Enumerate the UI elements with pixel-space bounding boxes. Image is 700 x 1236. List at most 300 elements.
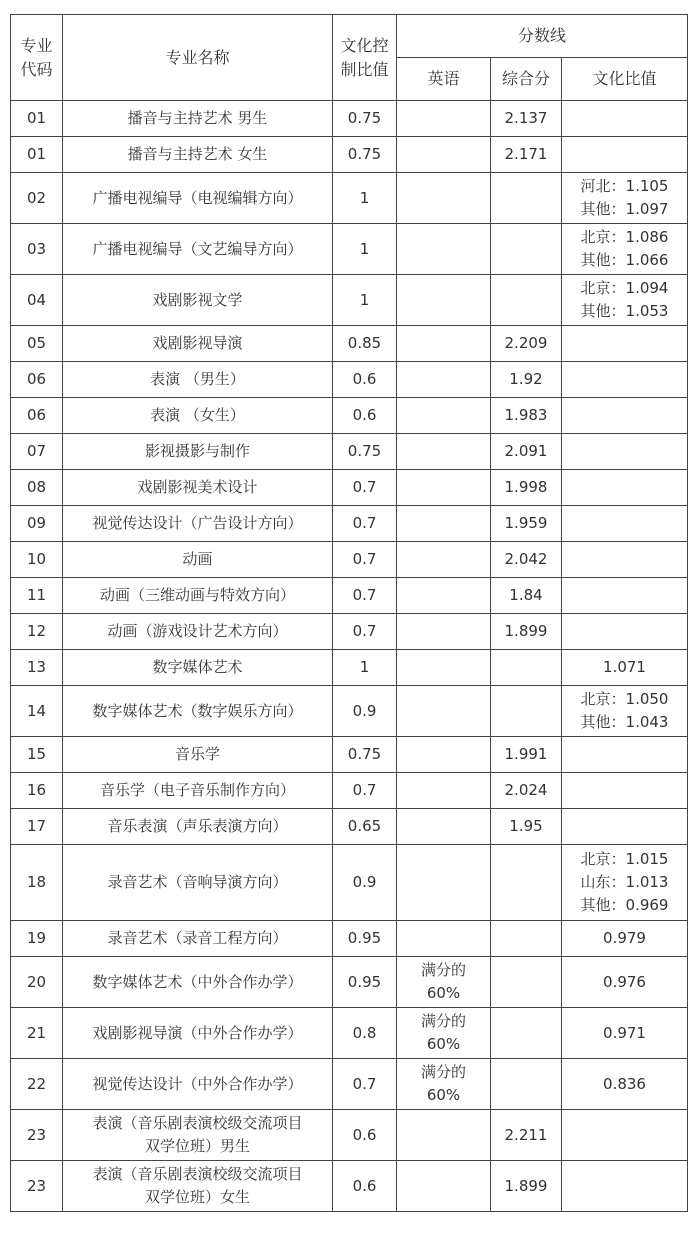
cell-culture-ratio [562,137,688,173]
cell-composite [491,398,562,434]
cell-ratio [333,1059,397,1110]
cell-composite [491,362,562,398]
cell-code-line: 20 [26,972,47,991]
cell-english [397,650,491,686]
cell-name [63,470,333,506]
table-row [11,173,688,224]
cell-english [397,542,491,578]
cell-culture-ratio [562,173,688,224]
cell-code-line: 06 [26,370,47,388]
cell-name [63,506,333,542]
cell-culture-ratio-line: 北京：1.094 [580,279,669,297]
header-code-line-2: 代码 [20,59,53,79]
cell-code [11,326,63,362]
cell-culture-ratio [562,434,688,470]
cell-ratio [333,578,397,614]
cell-composite [491,1110,562,1161]
cell-name-line: 播音与主持艺术 女生 [127,145,268,163]
cell-name [63,1161,333,1212]
cell-name [63,686,333,737]
cell-name-line: 动画（游戏设计艺术方向） [107,622,288,640]
cell-ratio [333,101,397,137]
cell-english [397,362,491,398]
header-score-group: 分数线 [397,15,688,58]
cell-english [397,578,491,614]
table-row [11,542,688,578]
cell-composite [491,542,562,578]
cell-ratio [333,650,397,686]
cell-culture-ratio-line: 其他：1.043 [580,713,669,731]
cell-english-line: 满分的 [420,1012,466,1030]
table-row [11,137,688,173]
cell-name [63,578,333,614]
cell-ratio [333,957,397,1008]
table-row [11,957,688,1008]
cell-ratio-line: 0.75 [347,745,382,763]
cell-composite [491,650,562,686]
cell-code [11,1110,63,1161]
cell-composite [491,1161,562,1212]
cell-composite-line: 1.998 [504,478,548,496]
cell-name [63,1059,333,1110]
cell-ratio [333,362,397,398]
cell-name [63,845,333,921]
cell-ratio-line: 0.7 [352,586,377,604]
cell-ratio [333,1008,397,1059]
cell-name [63,362,333,398]
cell-code [11,398,63,434]
table-row [11,470,688,506]
cell-name [63,542,333,578]
cell-code-line: 01 [26,109,47,127]
cell-ratio [333,275,397,326]
cell-name [63,224,333,275]
cell-english [397,434,491,470]
cell-name [63,398,333,434]
cell-code-line: 16 [26,781,47,799]
table-row [11,614,688,650]
table-row [11,809,688,845]
header-english: 英语 [397,58,491,101]
cell-culture-ratio [562,1059,688,1110]
cell-composite-line: 2.209 [504,334,548,352]
cell-culture-ratio [562,1008,688,1059]
cell-ratio-line: 0.7 [352,550,377,568]
cell-code [11,542,63,578]
cell-code-line: 04 [26,290,47,309]
cell-culture-ratio [562,470,688,506]
cell-ratio-line: 1 [359,239,370,258]
cell-culture-ratio-line: 北京：1.086 [580,228,669,246]
cell-name [63,921,333,957]
cell-composite [491,686,562,737]
cell-ratio-line: 0.95 [347,972,382,991]
cell-ratio-line: 0.75 [347,442,382,460]
cell-name [63,737,333,773]
cell-english-line: 60% [426,1035,461,1053]
cell-code [11,614,63,650]
cell-code [11,470,63,506]
cell-composite [491,137,562,173]
cell-code-line: 21 [26,1023,47,1042]
cell-culture-ratio-line: 0.836 [603,1074,646,1093]
table-row [11,101,688,137]
admission-score-table-container [10,14,688,1212]
cell-english-line: 满分的 [420,1063,466,1081]
cell-name-line: 影视摄影与制作 [144,442,250,460]
cell-composite-line: 1.899 [504,622,548,640]
header-culture-ratio: 文化比值 [562,58,688,101]
cell-code [11,506,63,542]
cell-culture-ratio [562,326,688,362]
cell-english [397,614,491,650]
cell-culture-ratio [562,398,688,434]
cell-ratio-line: 0.75 [347,145,382,163]
cell-code-line: 08 [26,478,47,496]
cell-code [11,362,63,398]
cell-name [63,137,333,173]
cell-ratio [333,845,397,921]
cell-culture-ratio-line: 其他：1.053 [580,302,669,320]
cell-english [397,224,491,275]
cell-ratio-line: 1 [359,188,370,207]
cell-ratio-line: 0.65 [347,817,382,835]
cell-code-line: 14 [26,701,47,720]
cell-name-line: 表演（音乐剧表演校级交流项目 [92,1114,303,1132]
cell-code [11,845,63,921]
cell-culture-ratio-line: 北京：1.050 [580,690,669,708]
cell-name [63,957,333,1008]
table-row [11,1008,688,1059]
cell-composite [491,101,562,137]
cell-english [397,921,491,957]
cell-english [397,137,491,173]
cell-composite [491,1059,562,1110]
cell-composite [491,470,562,506]
cell-name-line: 戏剧影视导演 [152,334,243,352]
cell-english [397,398,491,434]
cell-english [397,1110,491,1161]
cell-culture-ratio [562,921,688,957]
cell-composite [491,578,562,614]
cell-ratio-line: 1 [359,290,370,309]
cell-english-line: 60% [426,1086,461,1104]
cell-culture-ratio-line: 北京：1.015 [580,850,669,868]
cell-code [11,137,63,173]
cell-composite-line: 1.991 [504,745,548,763]
cell-english [397,275,491,326]
cell-code-line: 17 [26,817,47,835]
cell-ratio-line: 0.6 [352,370,377,388]
cell-ratio-line: 0.7 [352,514,377,532]
cell-name [63,275,333,326]
table-row [11,686,688,737]
cell-composite [491,1008,562,1059]
cell-composite-line: 2.042 [504,550,548,568]
cell-code-line: 07 [26,442,47,460]
cell-name-line: 动画 [182,550,213,568]
cell-name [63,101,333,137]
cell-code-line: 13 [26,658,47,676]
cell-culture-ratio [562,809,688,845]
cell-culture-ratio-line: 0.976 [603,972,646,991]
cell-ratio-line: 0.8 [352,1023,377,1042]
cell-composite [491,921,562,957]
cell-name-line: 音乐学 [174,745,220,763]
cell-ratio [333,614,397,650]
cell-composite [491,173,562,224]
cell-culture-ratio-line: 其他：1.097 [580,200,669,218]
cell-name-line: 数字媒体艺术（中外合作办学） [92,972,303,991]
cell-name-line: 表演 （女生） [150,406,245,424]
cell-code-line: 10 [26,550,47,568]
cell-culture-ratio [562,737,688,773]
cell-composite [491,809,562,845]
cell-name-line: 动画（三维动画与特效方向） [99,586,295,604]
cell-english [397,809,491,845]
cell-culture-ratio [562,542,688,578]
cell-code [11,578,63,614]
table-row [11,224,688,275]
cell-composite [491,773,562,809]
cell-ratio-line: 0.95 [347,929,382,947]
cell-code-line: 23 [26,1125,47,1144]
table-row [11,578,688,614]
cell-composite-line: 1.95 [509,817,543,835]
cell-code-line: 09 [26,514,47,532]
cell-english [397,1008,491,1059]
cell-culture-ratio-line: 河北：1.105 [580,177,669,195]
cell-culture-ratio [562,362,688,398]
cell-name-line: 视觉传达设计（中外合作办学） [92,1074,303,1093]
cell-ratio-line: 0.85 [347,334,382,352]
cell-english [397,173,491,224]
cell-english-line: 满分的 [420,961,466,979]
cell-ratio-line: 0.7 [352,478,377,496]
cell-name [63,434,333,470]
cell-composite [491,326,562,362]
cell-code [11,773,63,809]
cell-name [63,173,333,224]
cell-code [11,957,63,1008]
cell-code [11,275,63,326]
cell-name-line: 视觉传达设计（广告设计方向） [92,514,303,532]
cell-name-line: 双学位班）男生 [144,1137,250,1155]
cell-culture-ratio-line: 0.979 [603,929,646,947]
cell-composite [491,614,562,650]
cell-composite-line: 2.171 [504,145,548,163]
cell-ratio [333,173,397,224]
cell-composite [491,434,562,470]
cell-code [11,101,63,137]
cell-composite-line: 2.024 [504,781,548,799]
cell-ratio [333,137,397,173]
cell-culture-ratio [562,506,688,542]
cell-name-line: 表演（音乐剧表演校级交流项目 [92,1165,303,1183]
cell-english [397,470,491,506]
cell-culture-ratio [562,957,688,1008]
header-code-line-1: 专业 [20,35,53,55]
cell-name-line: 戏剧影视美术设计 [137,478,258,496]
table-row [11,398,688,434]
cell-name-line: 数字媒体艺术 [152,658,243,676]
cell-culture-ratio-line: 0.971 [603,1023,646,1042]
cell-composite-line: 1.959 [504,514,548,532]
cell-ratio [333,398,397,434]
cell-culture-ratio [562,578,688,614]
cell-ratio [333,542,397,578]
cell-english [397,101,491,137]
cell-ratio [333,921,397,957]
cell-ratio [333,326,397,362]
cell-composite-line: 1.84 [509,586,543,604]
table-row [11,434,688,470]
cell-name [63,326,333,362]
table-row [11,362,688,398]
cell-code [11,921,63,957]
cell-name-line: 戏剧影视导演（中外合作办学） [92,1023,303,1042]
table-row [11,1059,688,1110]
cell-code-line: 03 [26,239,47,258]
cell-composite-line: 1.983 [504,406,548,424]
cell-composite-line: 1.899 [504,1176,548,1195]
cell-english [397,957,491,1008]
cell-name [63,650,333,686]
cell-culture-ratio [562,773,688,809]
cell-name [63,809,333,845]
cell-code-line: 01 [26,145,47,163]
cell-composite [491,506,562,542]
cell-ratio-line: 0.9 [352,873,377,891]
cell-name [63,1110,333,1161]
cell-ratio [333,1161,397,1212]
cell-ratio [333,434,397,470]
cell-ratio [333,1110,397,1161]
cell-culture-ratio-line: 1.071 [603,658,646,676]
cell-culture-ratio-line: 其他：0.969 [580,896,669,914]
cell-code-line: 22 [26,1074,47,1093]
cell-ratio-line: 0.6 [352,1125,377,1144]
cell-code-line: 23 [26,1176,47,1195]
cell-name-line: 戏剧影视文学 [152,290,243,309]
admission-score-table [10,14,688,1212]
cell-composite-line: 2.137 [504,109,548,127]
table-row [11,650,688,686]
cell-english [397,506,491,542]
cell-composite [491,845,562,921]
cell-code [11,650,63,686]
cell-composite [491,224,562,275]
cell-name-line: 录音艺术（音响导演方向） [107,873,288,891]
cell-culture-ratio-line: 山东：1.013 [580,873,669,891]
cell-name-line: 播音与主持艺术 男生 [127,109,268,127]
header-name: 专业名称 [63,15,333,101]
cell-code-line: 18 [26,873,47,891]
cell-ratio-line: 0.7 [352,1074,377,1093]
header-ratio-line-2: 制比值 [340,59,389,79]
table-row [11,737,688,773]
cell-name-line: 录音艺术（录音工程方向） [107,929,288,947]
cell-english [397,773,491,809]
table-row [11,275,688,326]
cell-ratio-line: 0.7 [352,622,377,640]
cell-culture-ratio [562,614,688,650]
cell-code [11,1059,63,1110]
cell-name-line: 音乐学（电子音乐制作方向） [99,781,295,799]
cell-ratio [333,809,397,845]
cell-code [11,1008,63,1059]
cell-ratio-line: 0.6 [352,1176,377,1195]
cell-english [397,1059,491,1110]
table-row [11,773,688,809]
cell-name-line: 双学位班）女生 [144,1188,250,1206]
cell-name-line: 广播电视编导（文艺编导方向） [92,239,303,258]
cell-code [11,173,63,224]
cell-composite-line: 2.091 [504,442,548,460]
table-row [11,921,688,957]
table-row [11,1161,688,1212]
cell-ratio [333,470,397,506]
cell-code [11,809,63,845]
cell-code [11,434,63,470]
cell-code-line: 15 [26,745,47,763]
cell-english [397,845,491,921]
cell-name [63,1008,333,1059]
cell-name-line: 表演 （男生） [150,370,245,388]
cell-code [11,737,63,773]
cell-code-line: 06 [26,406,47,424]
cell-culture-ratio [562,1161,688,1212]
table-row [11,1110,688,1161]
cell-composite-line: 2.211 [504,1125,548,1144]
cell-ratio-line: 0.6 [352,406,377,424]
cell-composite-line: 1.92 [509,370,543,388]
cell-culture-ratio [562,845,688,921]
cell-name-line: 数字媒体艺术（数字娱乐方向） [92,701,303,720]
cell-code-line: 12 [26,622,47,640]
cell-name-line: 广播电视编导（电视编辑方向） [92,188,303,207]
cell-code [11,686,63,737]
cell-culture-ratio [562,275,688,326]
cell-ratio [333,506,397,542]
cell-code [11,1161,63,1212]
cell-ratio [333,224,397,275]
cell-english [397,686,491,737]
table-row [11,326,688,362]
cell-ratio [333,686,397,737]
table-row [11,506,688,542]
cell-english-line: 60% [426,984,461,1002]
cell-composite [491,275,562,326]
cell-culture-ratio [562,650,688,686]
header-ratio [333,15,397,101]
cell-ratio-line: 0.9 [352,701,377,720]
cell-culture-ratio-line: 其他：1.066 [580,251,669,269]
cell-name [63,614,333,650]
cell-english [397,1161,491,1212]
cell-culture-ratio [562,1110,688,1161]
cell-culture-ratio [562,101,688,137]
cell-culture-ratio [562,224,688,275]
header-composite: 综合分 [491,58,562,101]
cell-name [63,773,333,809]
cell-ratio [333,737,397,773]
cell-ratio-line: 0.7 [352,781,377,799]
cell-name-line: 音乐表演（声乐表演方向） [107,817,288,835]
cell-english [397,737,491,773]
cell-code-line: 11 [26,586,47,604]
cell-code-line: 19 [26,929,47,947]
